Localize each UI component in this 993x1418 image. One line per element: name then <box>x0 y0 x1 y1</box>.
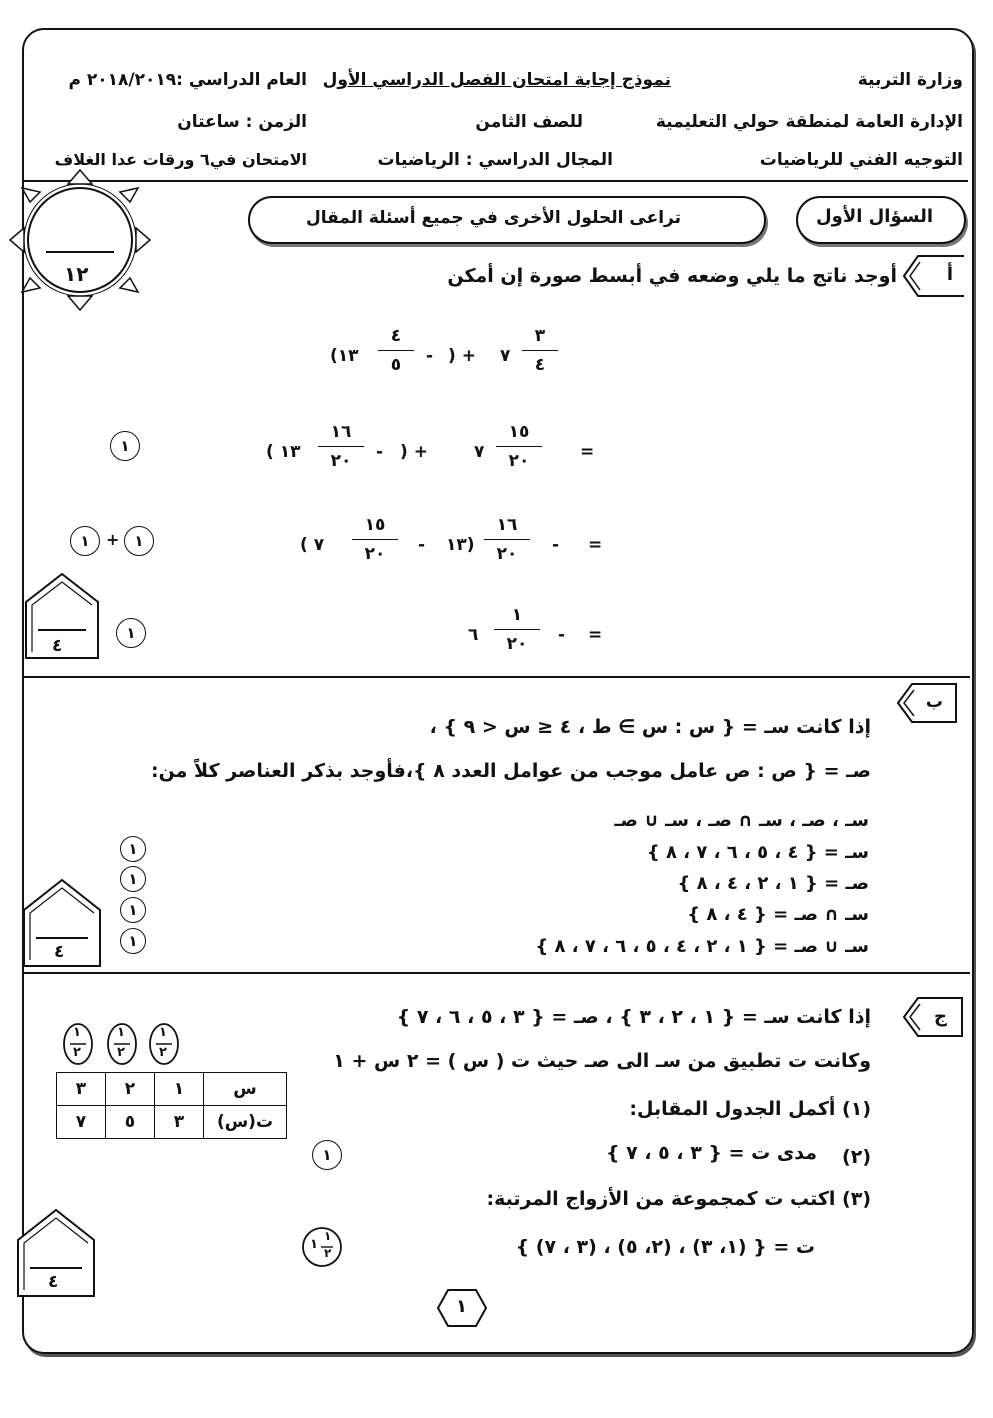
half-mark-1-den: ٢ <box>159 1045 167 1060</box>
a-mark-1: ١ <box>110 431 140 461</box>
function-table <box>56 1072 287 1139</box>
part-c-label: ج <box>934 1006 947 1027</box>
part-c-item-3: (٣) اكتب ت كمجموعة من الأزواج المرتبة: <box>486 1188 871 1210</box>
a4-eq: = <box>588 625 603 645</box>
a2-eq: = <box>580 442 595 462</box>
part-b-line-1: إذا كانت سـ = { س : س ∋ ط ، ٤ ≤ س < ٩ } ، <box>429 716 871 738</box>
a1-frac-2: ٤ ٥ <box>378 326 414 375</box>
a4-minus: - <box>558 625 566 645</box>
a2-frac-2: ١٦ ٢٠ <box>318 422 364 471</box>
a1-frac-1: ٣ ٤ <box>522 326 558 375</box>
directorate: الإدارة العامة لمنطقة حولي التعليمية <box>655 112 963 132</box>
b-mark-4: ١ <box>120 928 146 954</box>
part-c-item-2-number: (٢) <box>842 1146 871 1168</box>
table-cell: ٣ <box>155 1106 204 1139</box>
a3-frac-2: ١٥ ٢٠ <box>352 515 398 564</box>
half-mark-2-den: ٢ <box>117 1045 125 1060</box>
part-b-label: ب <box>925 692 943 712</box>
part-a-score: ٤ <box>52 636 63 656</box>
part-b-answer-2: صـ = { ١ ، ٢ ، ٤ ، ٨ } <box>677 873 869 894</box>
a3-whole-2: ٧ ) <box>300 535 325 555</box>
part-b-line-3: سـ ، صـ ، سـ ∩ صـ ، سـ ∪ صـ <box>614 810 869 831</box>
table-header-x: س <box>204 1073 287 1106</box>
a3-minus: - <box>552 535 560 555</box>
part-c-item-3-answer: ت = { (١، ٣) ، (٢، ٥) ، (٣ ، ٧) } <box>515 1236 815 1258</box>
a-mark-3: ١ <box>70 526 100 556</box>
a2-whole-1: ٧ <box>474 442 485 462</box>
page-count: الامتحان في٦ ورقات عدا الغلاف <box>54 150 307 169</box>
part-b-score: ٤ <box>54 942 65 962</box>
table-row <box>57 1073 287 1106</box>
note: تراعى الحلول الأخرى في جميع أسئلة المقال <box>305 208 681 228</box>
pairs-mark-whole: ١ <box>310 1237 318 1252</box>
a4-frac: ١ ٢٠ <box>494 605 540 654</box>
table-header-fx: ت(س) <box>204 1106 287 1139</box>
part-c-line-2: وكانت ت تطبيق من سـ الى صـ حيث ت ( س ) = ٢ س + ١ <box>333 1050 871 1072</box>
table-cell: ٣ <box>57 1073 106 1106</box>
a1-whole-2: ١٣) <box>330 346 359 366</box>
divider-a-b <box>24 676 970 678</box>
ministry: وزارة التربية <box>857 70 963 90</box>
b-mark-2: ١ <box>120 866 146 892</box>
part-b-answer-4: سـ ∪ صـ = { ١ ، ٢ ، ٤ ، ٥ ، ٦ ، ٧ ، ٨ } <box>535 936 869 957</box>
half-mark-3-den: ٢ <box>73 1045 81 1060</box>
b-mark-3: ١ <box>120 897 146 923</box>
pairs-mark-den: ٢ <box>324 1246 332 1260</box>
a-mark-2: ١ <box>124 526 154 556</box>
table-cell: ٥ <box>106 1106 155 1139</box>
a3-eq: = <box>588 535 603 555</box>
total-score: ١٢ <box>64 262 89 286</box>
part-a-label: أ <box>946 264 953 285</box>
subject: المجال الدراسي : الرياضيات <box>377 150 613 170</box>
part-c-line-1: إذا كانت سـ = { ١ ، ٢ ، ٣ } ، صـ = { ٣ ، ٥ ، ٦ ، ٧ } <box>396 1006 871 1028</box>
academic-year: العام الدراسي :٢٠١٨/٢٠١٩ م <box>68 70 307 90</box>
a3-frac-1: ١٦ ٢٠ <box>484 515 530 564</box>
a-mark-plus: + <box>106 530 120 549</box>
part-c-item-1: (١) أكمل الجدول المقابل: <box>629 1098 871 1120</box>
a-mark-4: ١ <box>116 618 146 648</box>
pairs-mark <box>300 1226 344 1268</box>
a3-minus-2: - <box>418 535 426 555</box>
part-c-tag <box>900 996 964 1038</box>
table-cell: ٢ <box>106 1073 155 1106</box>
a3-whole-1: (١٣ <box>446 535 475 555</box>
page-number: ١ <box>456 1296 467 1317</box>
table-cell: ٧ <box>57 1106 106 1139</box>
part-c-item-2: مدى ت = { ٣ ، ٥ ، ٧ } <box>605 1142 817 1164</box>
a4-whole: ٦ <box>468 625 479 645</box>
part-b-answer-1: سـ = { ٤ ، ٥ ، ٦ ، ٧ ، ٨ } <box>646 842 869 863</box>
table-row <box>57 1106 287 1139</box>
b-mark-1: ١ <box>120 836 146 862</box>
range-mark: ١ <box>312 1140 342 1170</box>
total-score-badge <box>8 168 158 314</box>
part-c-score: ٤ <box>48 1272 59 1292</box>
a1-whole-1: ٧ <box>500 346 511 366</box>
duration: الزمن : ساعتان <box>177 112 307 132</box>
a2-frac-1: ١٥ ٢٠ <box>496 422 542 471</box>
a2-whole-2: ١٣ ) <box>266 442 301 462</box>
part-a-tag <box>900 254 966 298</box>
a1-minus: - <box>426 346 434 366</box>
half-mark-1-num: ١ <box>159 1025 167 1040</box>
pairs-mark-num: ١ <box>324 1229 332 1243</box>
part-b-answer-3: سـ ∩ صـ = { ٤ ، ٨ } <box>687 904 869 925</box>
table-cell: ١ <box>155 1073 204 1106</box>
a2-plus: + ( <box>400 442 428 462</box>
half-mark-3-num: ١ <box>73 1025 81 1040</box>
part-b-line-2: صـ = { ص : ص عامل موجب من عوامل العدد ٨ }،فأوجد بذكر العناصر كلاً من: <box>150 760 871 782</box>
exam-title: نموذج إجابة امتحان الفصل الدراسي الأول <box>322 70 671 90</box>
part-a-score-badge <box>24 572 102 660</box>
a1-plus: + ( <box>448 346 476 366</box>
supervision: التوجيه الفني للرياضيات <box>759 150 963 170</box>
grade: للصف الثامن <box>475 112 583 132</box>
a2-minus: - <box>376 442 384 462</box>
question-label: السؤال الأول <box>816 206 933 227</box>
half-mark-2-num: ١ <box>117 1025 125 1040</box>
part-a-prompt: أوجد ناتج ما يلي وضعه في أبسط صورة إن أمكن <box>447 265 897 287</box>
divider-b-c <box>24 972 970 974</box>
